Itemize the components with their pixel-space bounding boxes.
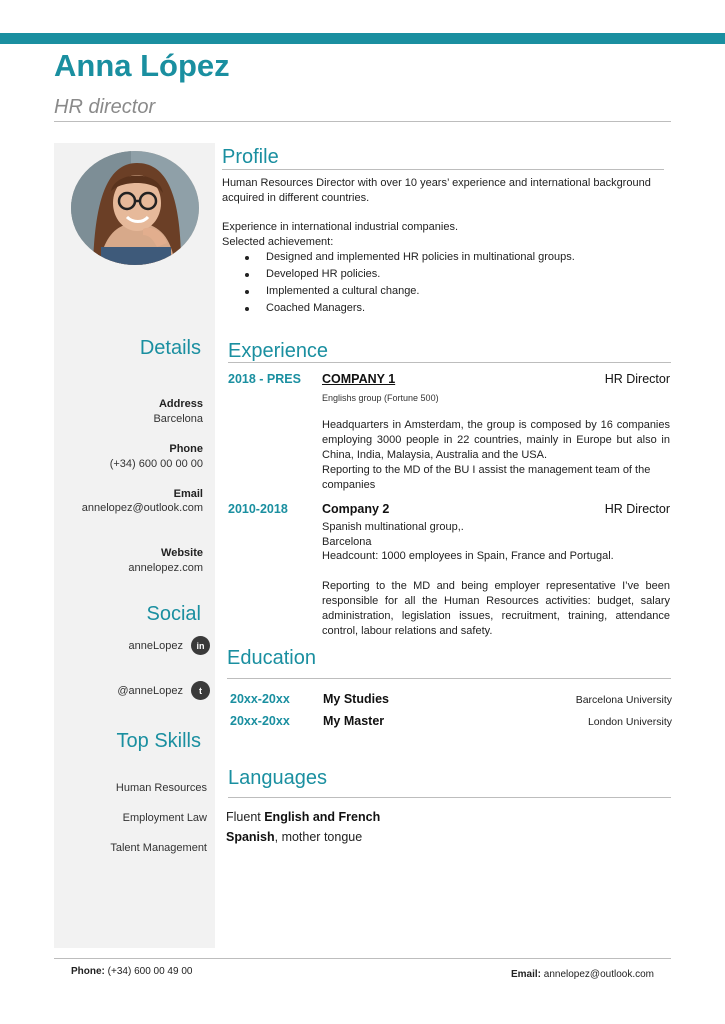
language-line-1-bold: English and French: [264, 810, 381, 824]
language-line-2-bold: Spanish: [226, 830, 275, 844]
profile-experience-line: Experience in international industrial companies.: [222, 221, 459, 233]
top-accent-bar: [0, 33, 725, 44]
list-item: Implemented a cultural change.: [245, 283, 575, 300]
experience-divider: [228, 362, 671, 363]
language-line-2: [226, 830, 362, 844]
education-1-date: 20xx-20xx: [230, 692, 290, 706]
linkedin-handle: anneLopez: [128, 639, 183, 652]
list-item: Coached Managers.: [245, 300, 575, 317]
job-1-description-2: Reporting to the MD of the BU I assist the management team of the companies: [322, 464, 651, 491]
job-2-line-1: Spanish multinational group,.: [322, 521, 464, 533]
job-1-role: HR Director: [604, 372, 670, 386]
twitter-handle: @anneLopez: [117, 684, 183, 697]
achievement-list: [245, 249, 575, 317]
header-divider: [54, 121, 671, 122]
job-1-date: 2018 - PRES: [228, 372, 301, 386]
profile-photo: [71, 151, 199, 265]
job-2-description: Reporting to the MD and being employer representative I’ve been responsible for all the Human Resources activities: budget, salary administration, legislation issues, recruitment, training, attendance control, labour relations and safety.: [322, 580, 670, 637]
education-divider: [227, 678, 671, 679]
job-2-company: Company 2: [322, 502, 390, 516]
job-1-description: Headquarters in Amsterdam, the group is composed by 16 companies employing 3000 people in 22 countries, mainly in Europe but also in China, India, Malaysia, Australia and the USA.: [322, 419, 670, 461]
experience-heading: Experience: [228, 340, 329, 362]
footer-email[interactable]: [511, 969, 654, 980]
profile-photo-illustration: [71, 151, 199, 265]
list-item: Developed HR policies.: [245, 266, 575, 283]
linkedin-icon[interactable]: in: [191, 636, 210, 655]
education-heading: Education: [227, 647, 316, 669]
education-1-school: Barcelona University: [575, 694, 672, 706]
job-2-date: 2010-2018: [228, 502, 288, 516]
footer-email-value: annelopez@outlook.com: [541, 969, 654, 980]
languages-divider: [228, 797, 671, 798]
language-line-2-suffix: , mother tongue: [274, 830, 363, 844]
skill-item: Talent Management: [110, 842, 207, 854]
twitter-icon[interactable]: t: [191, 681, 210, 700]
profile-summary: Human Resources Director with over 10 years’ experience and international background acquired in different countries.: [222, 177, 651, 204]
education-2-title: My Master: [323, 714, 385, 728]
job-1-note: Englishs group (Fortune 500): [322, 393, 439, 403]
email-label: Email: [173, 488, 203, 500]
footer-email-label: Email:: [510, 969, 541, 980]
address-value: Barcelona: [153, 413, 203, 425]
social-heading: Social: [146, 603, 201, 625]
skill-item: Human Resources: [115, 782, 207, 794]
profile-heading: Profile: [222, 146, 279, 168]
details-heading: Details: [139, 337, 201, 359]
skills-heading: Top Skills: [116, 730, 201, 752]
phone-value: (+34) 600 00 00 00: [109, 458, 203, 470]
language-line-1: [226, 810, 380, 824]
address-label: Address: [158, 398, 203, 410]
footer-phone-value: (+34) 600 00 49 00: [104, 966, 193, 977]
candidate-name: Anna López: [54, 48, 230, 83]
job-2-line-2: Barcelona: [322, 536, 372, 548]
social-twitter[interactable]: [117, 681, 210, 700]
languages-heading: Languages: [228, 767, 327, 789]
footer-phone: [71, 966, 192, 977]
social-linkedin[interactable]: [129, 636, 210, 655]
education-2-school: London University: [587, 716, 672, 728]
footer-divider: [54, 958, 671, 959]
education-1-title: My Studies: [323, 692, 389, 706]
education-2-date: 20xx-20xx: [230, 714, 290, 728]
profile-achievement-label: Selected achievement:: [222, 236, 334, 248]
website-label: Website: [161, 547, 203, 559]
footer-phone-label: Phone:: [71, 966, 105, 977]
phone-label: Phone: [169, 443, 203, 455]
candidate-title: HR director: [54, 96, 156, 118]
website-value[interactable]: annelopez.com: [128, 562, 203, 574]
job-1-company: COMPANY 1: [322, 372, 396, 386]
email-value[interactable]: annelopez@outlook.com: [81, 502, 203, 514]
language-line-1-prefix: Fluent: [226, 810, 265, 824]
profile-divider: [222, 169, 664, 170]
list-item: Designed and implemented HR policies in multinational groups.: [245, 249, 575, 266]
skill-item: Employment Law: [122, 812, 207, 824]
job-2-role: HR Director: [604, 502, 670, 516]
job-2-line-3: Headcount: 1000 employees in Spain, France and Portugal.: [322, 550, 614, 562]
